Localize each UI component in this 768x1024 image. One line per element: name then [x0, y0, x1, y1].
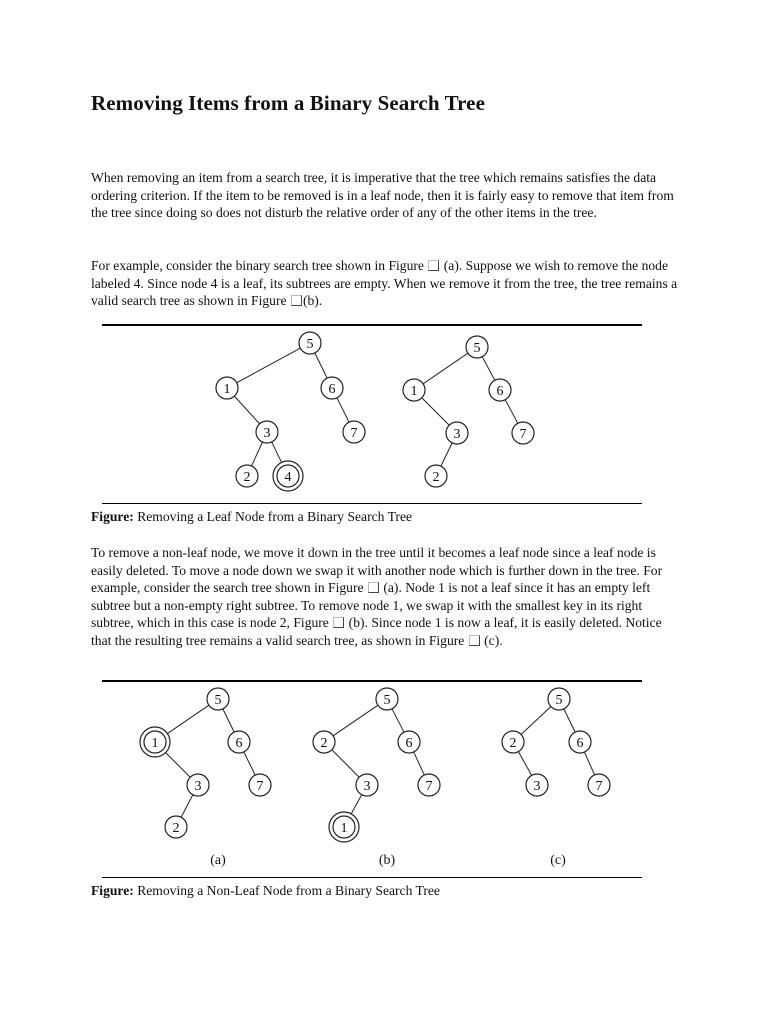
paragraph-leaf-example: [91, 257, 681, 310]
node-label: 2: [320, 736, 328, 751]
node-label: 1: [340, 821, 348, 836]
tree-node-3: [256, 421, 278, 443]
node-label: 3: [194, 779, 202, 794]
tree-node-1: [329, 812, 359, 842]
tree-node-5: [466, 336, 488, 358]
tree-node-5: [376, 688, 398, 710]
node-label: 6: [496, 384, 504, 399]
node-label: 1: [223, 382, 231, 397]
tree-node-5: [207, 688, 229, 710]
tree-edge: [234, 396, 259, 424]
paragraph-intro: When removing an item from a search tree, it is imperative that the tree which remains satisfies the data ordering criterion. If the item to be removed is in a leaf node, then it is fairly easy to remove that item from the tree since doing so does not disturb the relative order of any of the other items in the tree.: [91, 170, 674, 220]
tree-node-1: [140, 727, 170, 757]
node-label: 5: [214, 693, 222, 708]
tree-node-5: [548, 688, 570, 710]
figure2-caption: [91, 883, 440, 899]
figure1-caption: [91, 509, 412, 525]
tree-node-3: [446, 422, 468, 444]
node-label: 5: [555, 693, 563, 708]
tree-node-4: [273, 461, 303, 491]
tree-node-1: [403, 379, 425, 401]
tree-node-3: [187, 774, 209, 796]
tree-node-2: [425, 465, 447, 487]
node-label: 3: [533, 779, 541, 794]
tree-1: [216, 332, 365, 491]
tree-edge: [223, 709, 234, 732]
tree-node-6: [398, 731, 420, 753]
caption-label: Figure:: [91, 883, 134, 898]
tree-edge: [505, 400, 518, 424]
node-label: 5: [383, 693, 391, 708]
caption-label: Figure:: [91, 509, 134, 524]
tree-edge: [315, 353, 327, 378]
tree-edge: [164, 705, 209, 736]
figure1: [102, 326, 642, 502]
tree-node-1: [216, 377, 238, 399]
tree-node-7: [249, 774, 271, 796]
tree-2: [403, 336, 534, 487]
tree-node-7: [343, 421, 365, 443]
tree-node-7: [512, 422, 534, 444]
tree-edge: [584, 752, 594, 775]
tree-edge: [392, 709, 404, 732]
tree-node-2: [236, 465, 258, 487]
tree-node-6: [489, 379, 511, 401]
tree-3: [502, 688, 610, 868]
figure-ref-icon: [291, 295, 302, 306]
text-segment: For example, consider the binary search tree shown in Figure: [91, 258, 424, 273]
node-label: 3: [453, 427, 461, 442]
panel-label: (c): [550, 853, 566, 868]
node-label: 1: [151, 736, 159, 751]
node-label: 2: [243, 470, 251, 485]
node-label: 6: [405, 736, 413, 751]
node-label: 6: [235, 736, 243, 751]
tree-node-2: [502, 731, 524, 753]
node-label: 2: [509, 736, 517, 751]
tree-node-7: [588, 774, 610, 796]
node-label: 1: [410, 384, 418, 399]
tree-node-2: [165, 816, 187, 838]
text-segment: (b). Since node 1 is now a leaf, it is easily deleted. Notice that the resulting tree remains a valid search tree, as shown in Figure: [91, 615, 662, 648]
text-segment: To remove a non-leaf node, we move it down in the tree until it becomes a leaf node since a leaf node is easily deleted. To move a node down we swap it with another node which is further down in the tree. For example, consider the search tree shown in Figure: [91, 545, 663, 595]
tree-node-7: [418, 774, 440, 796]
panel-label: (a): [210, 853, 226, 868]
tree-edge: [332, 750, 359, 777]
tree-edge: [564, 709, 575, 732]
node-label: 2: [172, 821, 180, 836]
node-label: 7: [595, 779, 603, 794]
tree-edge: [244, 752, 255, 775]
text-segment: (c).: [484, 632, 503, 648]
tree-node-3: [526, 774, 548, 796]
figure-ref-icon: [368, 582, 379, 593]
tree-edge: [414, 752, 425, 775]
node-label: 5: [306, 337, 314, 352]
page-title: Removing Items from a Binary Search Tree: [91, 91, 486, 115]
figure2-bottom-rule: [102, 877, 642, 878]
node-label: 2: [432, 470, 440, 485]
node-label: 7: [256, 779, 264, 794]
figure-ref-icon: [428, 260, 439, 271]
text-segment: (a). Suppose we wish to remove the node labeled 4. Since node 4 is a leaf, its subtrees are empty. When we remove it from the tree, the tree remains a valid search tree as shown in Figure: [91, 258, 678, 308]
figure1-bottom-rule: [102, 503, 642, 504]
figure-ref-icon: [469, 635, 480, 646]
tree-edge: [337, 398, 349, 422]
tree-1: [140, 688, 271, 868]
node-label: 7: [425, 779, 433, 794]
figure2: [102, 682, 642, 876]
caption-text: Removing a Non-Leaf Node from a Binary Search Tree: [137, 883, 440, 898]
node-label: 7: [519, 427, 527, 442]
text-segment: (a). Node 1 is not a leaf since it has an empty left subtree but a non-empty right subtree. To remove node 1, we swap it with the smallest key in its right subtree, which in this case is node 2, Figure: [91, 580, 651, 630]
node-label: 3: [363, 779, 371, 794]
figure2-diagram: [102, 682, 642, 876]
tree-edge: [333, 705, 378, 736]
tree-edge: [482, 357, 495, 381]
tree-edge: [181, 795, 193, 818]
tree-node-3: [356, 774, 378, 796]
text-segment: (b).: [302, 293, 323, 308]
tree-edge: [423, 353, 468, 384]
tree-edge: [521, 707, 551, 735]
tree-edge: [422, 398, 449, 425]
tree-2: [313, 688, 440, 868]
tree-node-6: [569, 731, 591, 753]
tree-node-2: [313, 731, 335, 753]
tree-edge: [237, 348, 301, 383]
node-label: 6: [576, 736, 584, 751]
tree-node-5: [299, 332, 321, 354]
node-label: 5: [473, 341, 481, 356]
figure-ref-icon: [333, 617, 344, 628]
tree-edge: [441, 443, 452, 466]
tree-edge: [163, 750, 190, 777]
node-label: 3: [263, 426, 271, 441]
node-label: 7: [350, 426, 358, 441]
paragraph-non-leaf: [91, 544, 681, 649]
tree-edge: [518, 752, 531, 776]
tree-node-6: [321, 377, 343, 399]
node-label: 6: [328, 382, 336, 397]
node-label: 4: [284, 470, 292, 485]
tree-node-6: [228, 731, 250, 753]
figure1-diagram: [102, 326, 642, 502]
panel-label: (b): [378, 853, 396, 868]
tree-edge: [252, 442, 263, 466]
caption-text: Removing a Leaf Node from a Binary Search Tree: [137, 509, 413, 524]
